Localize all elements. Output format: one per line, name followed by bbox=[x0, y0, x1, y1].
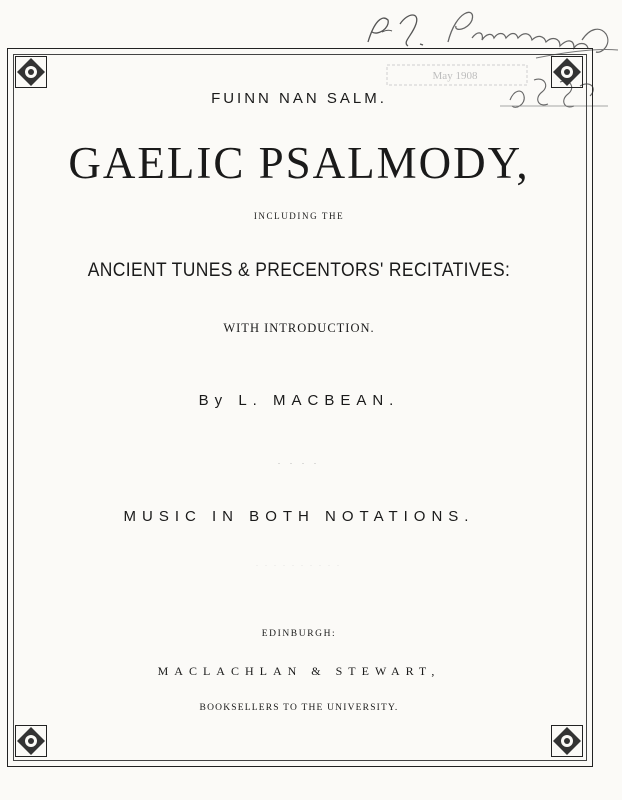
dot-divider: . . . . bbox=[278, 457, 320, 466]
subtitle: ANCIENT TUNES & PRECENTORS' RECITATIVES: bbox=[87, 260, 511, 281]
introduction-line: WITH INTRODUCTION. bbox=[223, 321, 375, 335]
imprint-city: EDINBURGH: bbox=[261, 629, 337, 639]
corner-ornament-icon bbox=[15, 56, 47, 88]
music-notations-line: MUSIC IN BOTH NOTATIONS. bbox=[123, 508, 475, 525]
corner-ornament-icon bbox=[15, 725, 47, 757]
page-title: GAELIC PSALMODY, bbox=[68, 138, 530, 188]
author-line: By L. MACBEAN. bbox=[198, 392, 400, 409]
pre-title: FUINN NAN SALM. bbox=[211, 90, 387, 107]
dot-divider: . . . . . . . . . . bbox=[256, 562, 342, 568]
corner-ornament-icon bbox=[551, 56, 583, 88]
stamp-text: May 1908 bbox=[432, 70, 478, 82]
imprint-booksellers: BOOKSELLERS TO THE UNIVERSITY. bbox=[199, 703, 399, 713]
imprint-publisher: MACLACHLAN & STEWART, bbox=[157, 664, 441, 678]
including-line: INCLUDING THE bbox=[253, 211, 345, 221]
corner-ornament-icon bbox=[551, 725, 583, 757]
